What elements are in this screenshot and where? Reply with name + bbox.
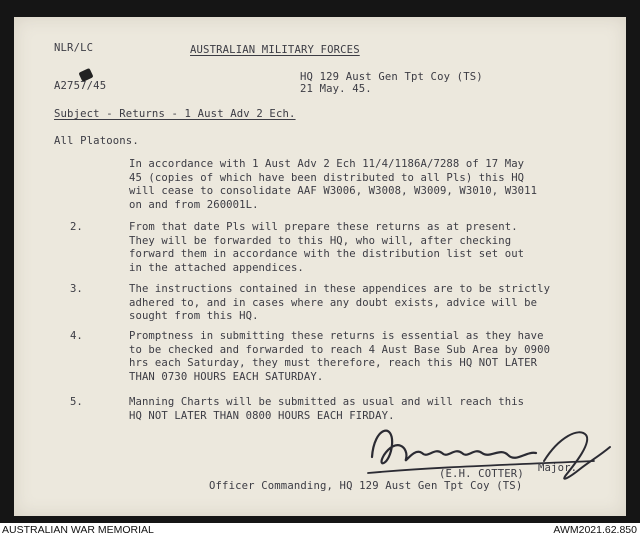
- file-number: A2757/45: [54, 80, 107, 92]
- paragraph-number: 2.: [70, 221, 83, 233]
- paragraph-text: Manning Charts will be submitted as usual and will reach this HQ NOT LATER THAN 0800 HOURS EACH FIRDAY.: [129, 396, 525, 422]
- paragraph-text: From that date Pls will prepare these returns as at present. They will be forwarded to this HQ, who will, after checking forward them in accordance with the distribution list set out in the attached appendices.: [129, 221, 525, 274]
- paragraph-text: The instructions contained in these appendices are to be strictly adhered to, and in cases where any doubt exists, advice will be sought from this HQ.: [129, 283, 551, 323]
- issuing-unit: HQ 129 Aust Gen Tpt Coy (TS): [300, 71, 483, 83]
- paragraph-line: In accordance with 1 Aust Adv 2 Ech 11/4/1186A/7288 of 17 May 45 (copies of which have been distributed to all Pls) this HQ will cease to consolidate AAF W3006, W3008, W3009, W3010, W3011 on and from 260001L.: [129, 158, 538, 211]
- document-date: 21 May. 45.: [300, 83, 372, 95]
- subject-line: Subject - Returns - 1 Aust Adv 2 Ech.: [54, 108, 296, 120]
- paragraph-number: 4.: [70, 330, 83, 342]
- paragraph-number: 5.: [70, 396, 83, 408]
- catalogue-number: AWM2021.62.850: [553, 524, 637, 536]
- document-sheet: [14, 17, 626, 516]
- signatory-title: Officer Commanding, HQ 129 Aust Gen Tpt Coy (TS): [209, 480, 523, 492]
- signatory-rank: Major.: [538, 462, 578, 474]
- reference-initials: NLR/LC: [54, 42, 94, 54]
- paragraph-number: 3.: [70, 283, 83, 295]
- addressee: All Platoons.: [54, 135, 139, 147]
- signatory-name: (E.H. COTTER): [439, 468, 524, 480]
- archive-credit: AUSTRALIAN WAR MEMORIAL: [2, 524, 154, 536]
- paragraph-text: Promptness in submitting these returns is essential as they have to be checked and forwarded to reach 4 Aust Base Sub Area by 0900 hrs each Saturday, they must therefore, reach this HQ NOT LATER THAN 0730 HOURS EACH SATURDAY.: [129, 330, 551, 383]
- document-heading: AUSTRALIAN MILITARY FORCES: [190, 44, 360, 56]
